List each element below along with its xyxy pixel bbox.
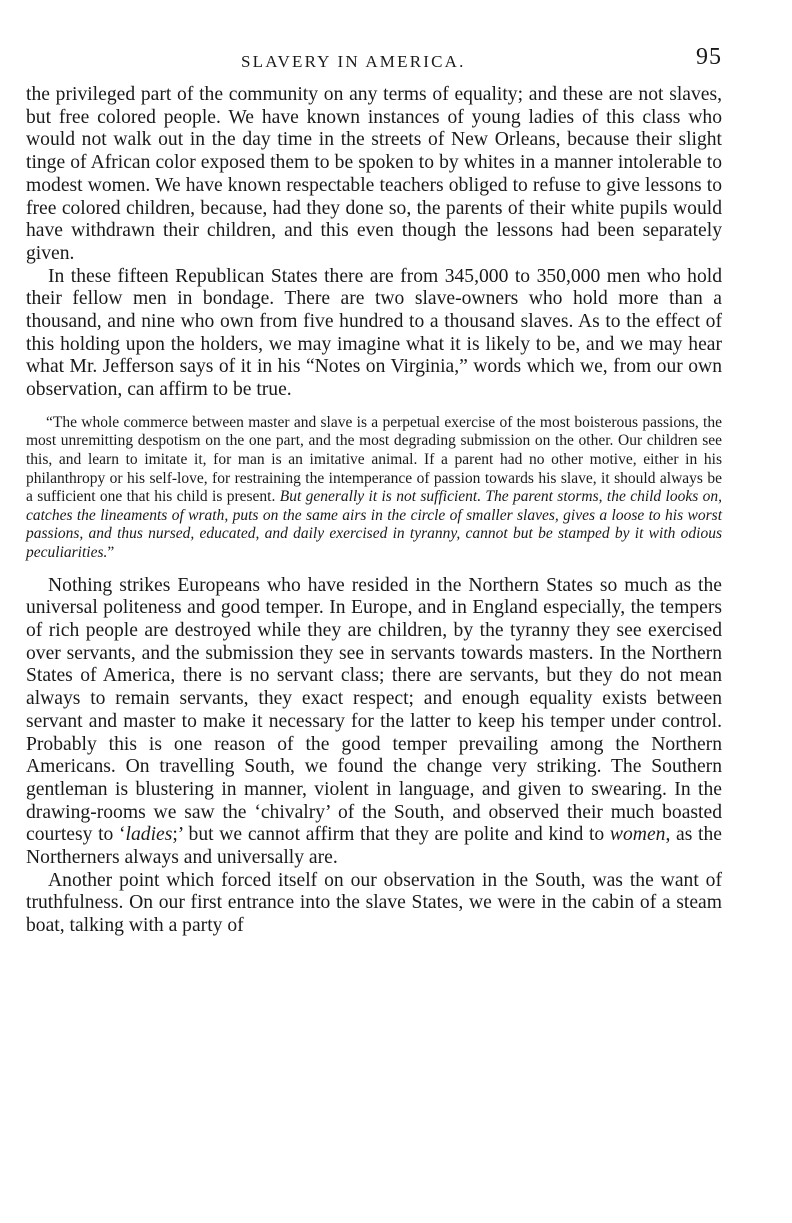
page-number: 95 [696, 44, 722, 70]
paragraph-2: In these fifteen Republican States there are from 345,000 to 350,000 men who hold their fellow men in bondage. There are two slave-owners who hold more than a thousand, and nine who own from five hundred to a thousand slaves. As to the effect of this holding upon the holders, we may imagine what it is likely to be, and we may hear what Mr. Jefferson says of it in his “Notes on Virginia,” words which we, from our own observation, can affirm to be true. [26, 265, 722, 401]
emphasis-women: women [609, 824, 666, 846]
paragraph-3 [26, 575, 722, 870]
quote-close-mark: ” [107, 544, 115, 561]
emphasis-ladies: ladies [125, 824, 173, 846]
jefferson-quote [26, 414, 722, 563]
quote-roman-text: “The whole commerce between master and slave is a perpetual exercise of the most boisterous passions, the most unremitting despotism on the one part, and the most degrading submission on the other. Our children see this, and learn to imitate it, for man is an imitative animal. If a parent had no other motive, either in his philanthropy or his self-love, for restraining the intemperance of passion towards his slave, it should always be a sufficient one that his child is present. [26, 413, 722, 506]
paragraph-3-part-a: Nothing strikes Europeans who have resided in the Northern States so much as the universal politeness and good temper. In Europe, and in England especially, the tempers of rich people are destroyed while they are children, by the tyranny they see exercised over servants, and the submission they see in servants towards masters. In the Northern States of America, there is no servant class; there are servants, but they do not mean always to remain servants, they exact respect; and enough equality exists between servant and master to make it necessary for the latter to keep his temper under control. Probably this is one reason of the good temper prevailing among the Northern Americans. On travelling South, we found the change very striking. The Southern gentleman is blustering in manner, violent in language, and given to swearing. In the drawing-rooms we saw the ‘chivalry’ of the South, and observed their much boasted courtesy to ‘ [26, 574, 722, 846]
quote-italic-text: But generally it is not sufficient. The parent storms, the child looks on, catches the lineaments of wrath, puts on the same airs in the circle of smaller slaves, gives a loose to his worst passions, and thus nursed, educated, and daily exercised in tyranny, cannot but be stamped by it with odious peculiarities. [26, 488, 723, 561]
book-page [26, 44, 722, 938]
running-head [26, 44, 722, 84]
paragraph-3-part-c: , as the Northerners always and universally are. [26, 824, 722, 869]
running-title: SLAVERY IN AMERICA. [241, 52, 466, 71]
paragraph-4: Another point which forced itself on our observation in the South, was the want of truthfulness. On our first entrance into the slave States, we were in the cabin of a steam boat, talking with a party of [26, 869, 722, 937]
paragraph-1: the privileged part of the community on any terms of equality; and these are not slaves, but free colored people. We have known instances of young ladies of this class who would not walk out in the day time in the streets of New Orleans, because their slight tinge of African color exposed them to be spoken to by whites in a manner intolerable to modest women. We have known respectable teachers obliged to refuse to give lessons to free colored children, because, had they done so, the parents of their white pupils would have withdrawn their children, and this even though the lessons had been separately given. [26, 84, 722, 264]
paragraph-3-part-b: ;’ but we cannot affirm that they are polite and kind to [172, 824, 605, 846]
